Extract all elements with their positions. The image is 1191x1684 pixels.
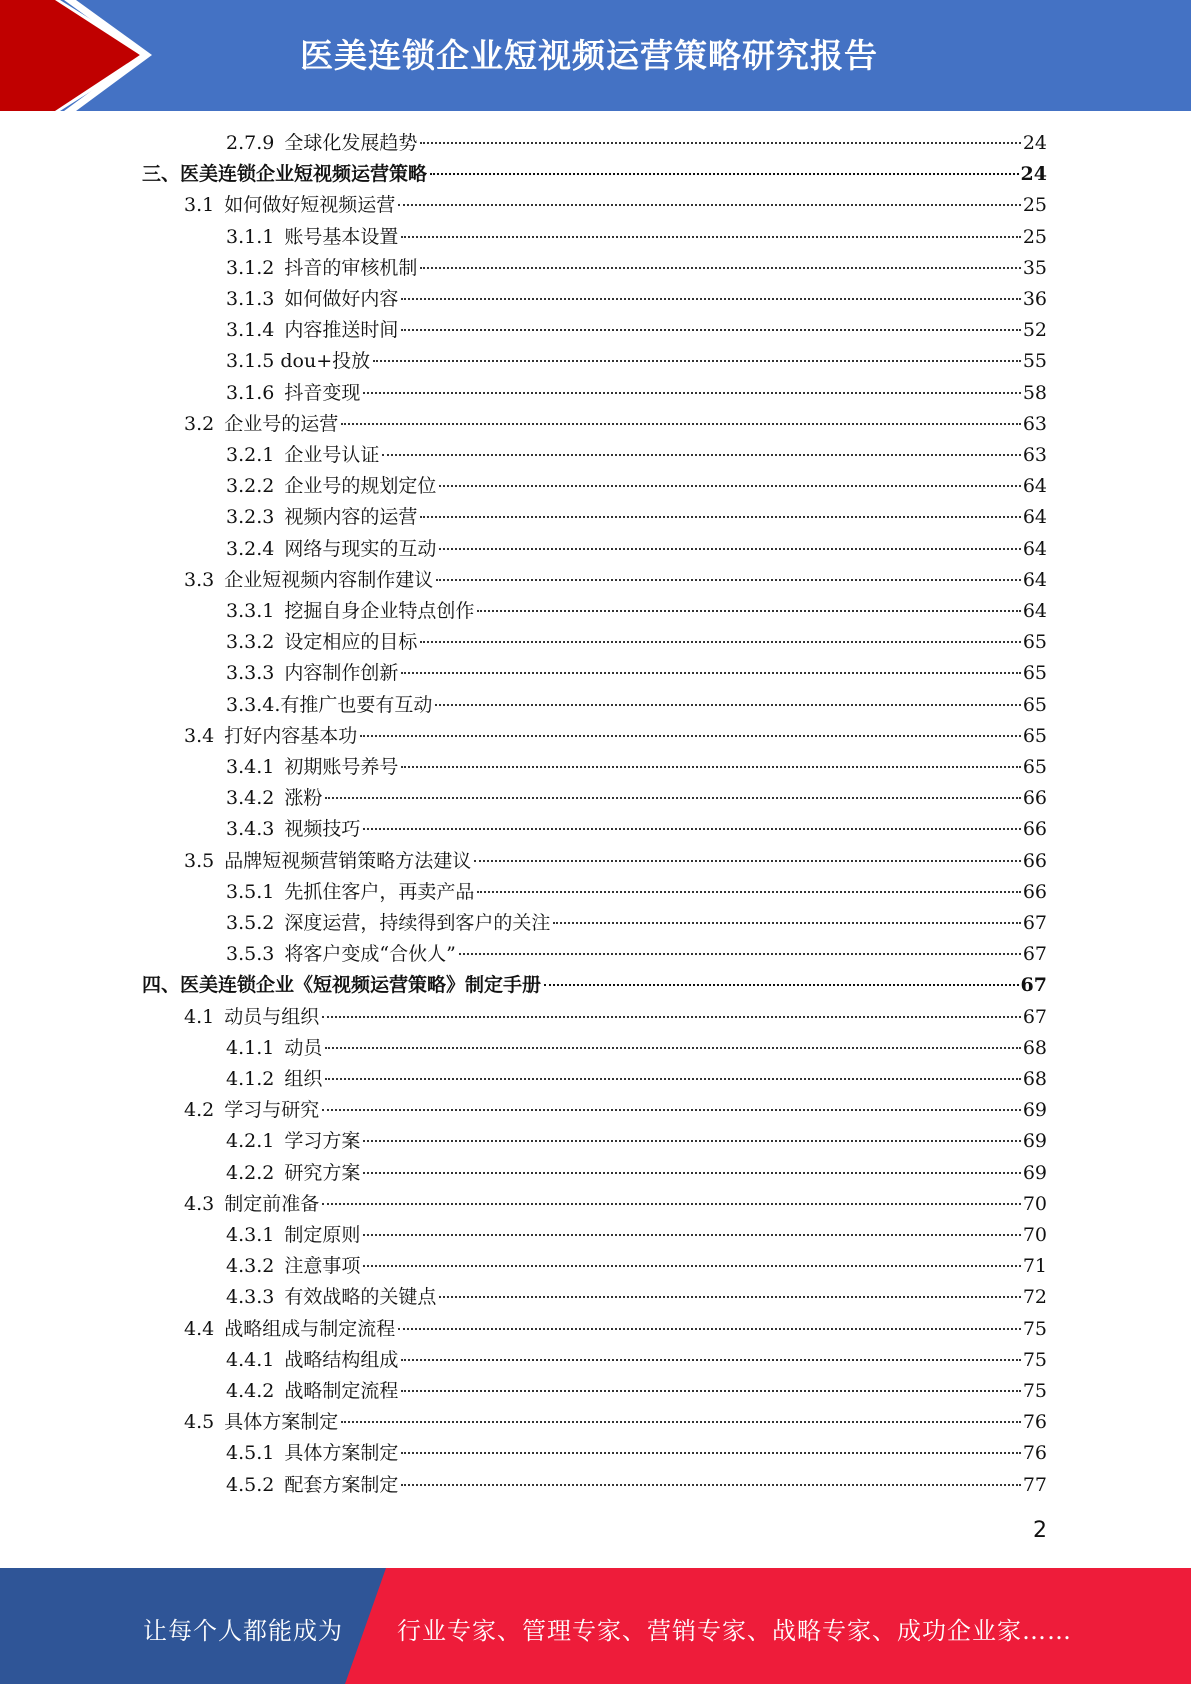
toc-entry-number: 4.4.1 — [226, 1348, 275, 1371]
toc-entry[interactable] — [226, 128, 1047, 159]
toc-entry-page: 35 — [1022, 256, 1047, 279]
toc-entry-number: 4.1 — [184, 1005, 215, 1028]
toc-dot-leader — [430, 173, 1019, 175]
toc-entry-number: 4.3.1 — [226, 1224, 275, 1246]
toc-entry-title: 3.1.5 dou+投放 — [226, 350, 371, 373]
toc-entry-number: 4.2.1 — [226, 1130, 275, 1153]
toc-entry-page: 75 — [1022, 1317, 1047, 1340]
toc-entry[interactable] — [142, 159, 1047, 190]
toc-entry-number: 2.7.9 — [226, 132, 275, 154]
toc-entry-page: 55 — [1022, 350, 1047, 373]
toc-entry-title: 配套方案制定 — [284, 1473, 399, 1496]
toc-dot-leader — [341, 1421, 1021, 1423]
toc-entry-title: 注意事项 — [284, 1255, 361, 1278]
toc-entry-page: 71 — [1022, 1255, 1047, 1278]
toc-entry-number: 3.5.2 — [226, 912, 275, 934]
toc-entry-number: 3.4.2 — [226, 787, 275, 810]
toc-entry[interactable] — [226, 783, 1047, 814]
toc-entry-title: 企业号的规划定位 — [284, 475, 437, 498]
toc-dot-leader — [373, 360, 1021, 362]
toc-entry-number: 3.1.4 — [226, 319, 275, 342]
toc-entry-page: 65 — [1022, 724, 1047, 747]
footer-slogan: 让每个人都能成为 — [143, 1617, 343, 1645]
toc-entry[interactable] — [226, 1376, 1047, 1407]
toc-entry-page: 67 — [1022, 912, 1047, 934]
toc-entry-title: 动员 — [284, 1036, 323, 1059]
toc-entry-number: 4.2.2 — [226, 1161, 275, 1184]
toc-entry-page: 63 — [1022, 412, 1047, 435]
toc-entry-page: 64 — [1022, 568, 1047, 591]
toc-entry-page: 66 — [1022, 849, 1047, 872]
toc-entry-number: 3.1.3 — [226, 288, 275, 310]
toc-entry-number: 4.5.1 — [226, 1442, 275, 1465]
toc-dot-leader — [322, 1203, 1021, 1205]
toc-dot-leader — [363, 1172, 1020, 1174]
toc-entry[interactable] — [226, 471, 1047, 502]
toc-entry-page: 70 — [1022, 1192, 1047, 1215]
toc-entry-page: 24 — [1022, 132, 1047, 154]
toc-entry-title: 品牌短视频营销策略方法建议 — [224, 849, 472, 872]
toc-entry-page: 64 — [1022, 600, 1047, 622]
toc-entry[interactable] — [184, 1314, 1047, 1345]
toc-entry-page: 65 — [1022, 662, 1047, 685]
toc-entry[interactable] — [184, 409, 1047, 440]
toc-dot-leader — [341, 423, 1021, 425]
toc-entry[interactable] — [184, 1407, 1047, 1438]
toc-dot-leader — [544, 984, 1019, 986]
toc-entry-page: 72 — [1022, 1286, 1047, 1309]
toc-entry-page: 77 — [1022, 1473, 1047, 1496]
toc-entry-page: 67 — [1020, 974, 1047, 997]
toc-entry[interactable] — [226, 752, 1047, 783]
toc-entry-title: 深度运营，持续得到客户的关注 — [284, 912, 551, 934]
toc-entry-number: 4.1.2 — [226, 1068, 275, 1090]
toc-entry-number: 4.2 — [184, 1099, 215, 1122]
toc-entry[interactable] — [226, 627, 1047, 658]
toc-dot-leader — [363, 1265, 1020, 1267]
toc-entry[interactable] — [226, 502, 1047, 533]
toc-dot-leader — [360, 735, 1021, 737]
toc-entry-title: 3.3.4.有推广也要有互动 — [226, 693, 433, 716]
toc-entry-title: 四、医美连锁企业《短视频运营策略》制定手册 — [142, 974, 542, 997]
toc-dot-leader — [420, 267, 1020, 269]
toc-entry[interactable] — [226, 814, 1047, 845]
toc-dot-leader — [363, 392, 1020, 394]
toc-entry-title: 企业号的运营 — [224, 412, 339, 435]
toc-dot-leader — [363, 828, 1020, 830]
toc-entry-page: 58 — [1022, 381, 1047, 404]
toc-entry-page: 66 — [1022, 787, 1047, 810]
toc-entry[interactable] — [142, 970, 1047, 1001]
toc-entry-number: 3.1 — [184, 194, 215, 217]
toc-dot-leader — [439, 548, 1020, 550]
toc-entry-page: 25 — [1022, 225, 1047, 248]
toc-dot-leader — [401, 329, 1020, 331]
toc-dot-leader — [401, 1484, 1020, 1486]
toc-entry-number: 3.4.1 — [226, 756, 275, 778]
toc-entry-page: 64 — [1022, 475, 1047, 498]
toc-dot-leader — [439, 485, 1020, 487]
toc-dot-leader — [553, 922, 1020, 924]
toc-entry-page: 76 — [1022, 1442, 1047, 1465]
toc-entry[interactable] — [226, 440, 1047, 471]
toc-entry-number: 3.1.1 — [226, 225, 275, 248]
toc-dot-leader — [401, 1390, 1020, 1392]
toc-dot-leader — [435, 704, 1020, 706]
toc-entry-number: 3.3.2 — [226, 631, 275, 654]
toc-entry-title: 学习与研究 — [224, 1099, 320, 1122]
toc-entry-number: 3.3.3 — [226, 662, 275, 685]
toc-entry-title: 企业短视频内容制作建议 — [224, 568, 434, 591]
toc-entry[interactable] — [226, 939, 1047, 970]
toc-entry[interactable] — [184, 1095, 1047, 1126]
toc-entry-page: 75 — [1022, 1380, 1047, 1402]
toc-entry[interactable] — [226, 378, 1047, 409]
toc-entry-page: 69 — [1022, 1130, 1047, 1153]
toc-entry-title: 初期账号养号 — [284, 756, 399, 778]
toc-dot-leader — [382, 454, 1020, 456]
toc-entry-number: 3.1.2 — [226, 256, 275, 279]
toc-dot-leader — [363, 1140, 1020, 1142]
toc-dot-leader — [420, 142, 1020, 144]
toc-entry-page: 64 — [1022, 506, 1047, 529]
toc-entry-number: 3.4 — [184, 724, 215, 747]
toc-entry-number: 4.3 — [184, 1192, 215, 1215]
toc-entry-title: 先抓住客户，再卖产品 — [284, 880, 475, 903]
toc-entry-page: 68 — [1022, 1068, 1047, 1090]
toc-entry[interactable] — [226, 534, 1047, 565]
toc-entry-title: 研究方案 — [284, 1161, 361, 1184]
toc-entry-title: 三、医美连锁企业短视频运营策略 — [142, 163, 428, 186]
toc-dot-leader — [401, 766, 1020, 768]
toc-dot-leader — [322, 1016, 1021, 1018]
toc-entry[interactable] — [226, 1345, 1047, 1376]
toc-entry-page: 69 — [1022, 1161, 1047, 1184]
toc-entry-title: 组织 — [284, 1068, 323, 1090]
toc-entry-number: 3.5.1 — [226, 880, 275, 903]
toc-entry[interactable] — [226, 1282, 1047, 1313]
toc-entry-title: 视频技巧 — [284, 818, 361, 841]
toc-dot-leader — [401, 298, 1020, 300]
toc-entry-number: 3.2.2 — [226, 475, 275, 498]
toc-entry-number: 4.3.3 — [226, 1286, 275, 1309]
toc-entry-page: 67 — [1022, 1005, 1047, 1028]
toc-entry-title: 抖音的审核机制 — [284, 256, 418, 279]
toc-entry[interactable] — [226, 1220, 1047, 1251]
toc-entry[interactable] — [184, 1189, 1047, 1220]
toc-entry-title: 账号基本设置 — [284, 225, 399, 248]
toc-entry-page: 76 — [1022, 1411, 1047, 1434]
toc-entry-title: 抖音变现 — [284, 381, 361, 404]
toc-entry[interactable] — [226, 346, 1047, 377]
footer-banner — [0, 1568, 1191, 1684]
toc-entry-title: 视频内容的运营 — [284, 506, 418, 529]
toc-entry-page: 75 — [1022, 1348, 1047, 1371]
toc-dot-leader — [401, 236, 1020, 238]
toc-dot-leader — [398, 204, 1021, 206]
toc-entry-title: 战略组成与制定流程 — [224, 1317, 396, 1340]
toc-entry[interactable] — [184, 565, 1047, 596]
toc-entry[interactable] — [184, 190, 1047, 221]
toc-dot-leader — [477, 610, 1020, 612]
toc-dot-leader — [398, 1328, 1021, 1330]
toc-entry-title: 设定相应的目标 — [284, 631, 418, 654]
toc-entry-page: 65 — [1022, 631, 1047, 654]
footer-roles: 行业专家、管理专家、营销专家、战略专家、成功企业家…… — [397, 1617, 1072, 1645]
toc-entry-page: 67 — [1022, 943, 1047, 966]
toc-dot-leader — [325, 1078, 1020, 1080]
toc-dot-leader — [459, 953, 1021, 955]
toc-entry-number: 3.1.6 — [226, 381, 275, 404]
toc-entry-title: 具体方案制定 — [224, 1411, 339, 1434]
page-number: 2 — [1033, 1518, 1047, 1543]
toc-entry-number: 3.3.1 — [226, 600, 275, 622]
toc-entry-title: 企业号认证 — [284, 444, 380, 466]
toc-entry-title: 制定前准备 — [224, 1192, 320, 1215]
toc-entry-title: 打好内容基本功 — [224, 724, 358, 747]
toc-dot-leader — [363, 1234, 1020, 1236]
toc-entry-page: 63 — [1022, 444, 1047, 466]
toc-entry-number: 4.4.2 — [226, 1380, 275, 1402]
toc-entry-number: 4.5.2 — [226, 1473, 275, 1496]
toc-entry-page: 36 — [1022, 288, 1047, 310]
toc-entry[interactable] — [226, 222, 1047, 253]
toc-entry-number: 3.2.1 — [226, 444, 275, 466]
toc-entry[interactable] — [226, 1158, 1047, 1189]
toc-entry[interactable] — [184, 721, 1047, 752]
toc-entry-title: 制定原则 — [284, 1224, 361, 1246]
toc-entry[interactable] — [226, 284, 1047, 315]
toc-entry[interactable] — [226, 1251, 1047, 1282]
toc-entry[interactable] — [226, 253, 1047, 284]
report-title: 医美连锁企业短视频运营策略研究报告 — [300, 36, 878, 75]
toc-entry-number: 3.5 — [184, 849, 215, 872]
toc-entry[interactable] — [184, 846, 1047, 877]
toc-entry[interactable] — [226, 1438, 1047, 1469]
toc-dot-leader — [420, 516, 1020, 518]
toc-entry-page: 52 — [1022, 319, 1047, 342]
toc-entry[interactable] — [226, 315, 1047, 346]
toc-dot-leader — [401, 672, 1020, 674]
toc-entry-title: 涨粉 — [284, 787, 323, 810]
toc-entry-page: 65 — [1022, 693, 1047, 716]
toc-dot-leader — [474, 860, 1021, 862]
toc-entry[interactable] — [226, 596, 1047, 627]
toc-entry-number: 3.2.4 — [226, 537, 275, 560]
toc-entry-title: 有效战略的关键点 — [284, 1286, 437, 1309]
toc-entry-number: 3.5.3 — [226, 943, 275, 966]
toc-entry[interactable] — [184, 1002, 1047, 1033]
header-banner — [0, 0, 1191, 111]
toc-entry-title: 战略制定流程 — [284, 1380, 399, 1402]
toc-dot-leader — [477, 891, 1020, 893]
toc-entry-page: 25 — [1022, 194, 1047, 217]
toc-entry-title: 内容制作创新 — [284, 662, 399, 685]
toc-entry-title: 具体方案制定 — [284, 1442, 399, 1465]
toc-entry-page: 70 — [1022, 1224, 1047, 1246]
toc-entry-number: 3.2 — [184, 412, 215, 435]
toc-entry-number: 4.1.1 — [226, 1036, 275, 1059]
toc-entry-title: 动员与组织 — [224, 1005, 320, 1028]
toc-entry-number: 4.4 — [184, 1317, 215, 1340]
toc-entry-title: 内容推送时间 — [284, 319, 399, 342]
toc-entry-number: 3.3 — [184, 568, 215, 591]
toc-dot-leader — [322, 1109, 1021, 1111]
toc-entry[interactable] — [226, 658, 1047, 689]
toc-dot-leader — [325, 797, 1020, 799]
toc-dot-leader — [401, 1359, 1020, 1361]
toc-entry-title: 全球化发展趋势 — [284, 132, 418, 154]
toc-entry-page: 24 — [1020, 163, 1047, 186]
toc-dot-leader — [439, 1296, 1020, 1298]
toc-entry[interactable] — [226, 1033, 1047, 1064]
toc-entry-number: 3.4.3 — [226, 818, 275, 841]
toc-entry[interactable] — [226, 1064, 1047, 1095]
toc-dot-leader — [420, 641, 1020, 643]
toc-entry[interactable] — [226, 908, 1047, 939]
toc-entry-title: 如何做好内容 — [284, 288, 399, 310]
toc-dot-leader — [436, 579, 1021, 581]
toc-entry-page: 68 — [1022, 1036, 1047, 1059]
toc-entry-number: 4.3.2 — [226, 1255, 275, 1278]
toc-entry-number: 3.2.3 — [226, 506, 275, 529]
toc-entry-title: 将客户变成“合伙人” — [284, 943, 456, 966]
toc-dot-leader — [401, 1452, 1020, 1454]
toc-entry-page: 64 — [1022, 537, 1047, 560]
toc-entry-page: 69 — [1022, 1099, 1047, 1122]
toc-entry-page: 66 — [1022, 880, 1047, 903]
toc-dot-leader — [325, 1047, 1020, 1049]
toc-entry-page: 65 — [1022, 756, 1047, 778]
toc-entry-title: 战略结构组成 — [284, 1348, 399, 1371]
toc-entry-page: 66 — [1022, 818, 1047, 841]
toc-entry-title: 如何做好短视频运营 — [224, 194, 396, 217]
toc-entry-number: 4.5 — [184, 1411, 215, 1434]
toc-entry-title: 学习方案 — [284, 1130, 361, 1153]
toc-entry-title: 挖掘自身企业特点创作 — [284, 600, 475, 622]
toc-entry[interactable] — [226, 877, 1047, 908]
toc-entry[interactable] — [226, 1126, 1047, 1157]
toc-entry[interactable] — [226, 1470, 1047, 1501]
toc-entry[interactable] — [226, 690, 1047, 721]
toc-entry-title: 网络与现实的互动 — [284, 537, 437, 560]
